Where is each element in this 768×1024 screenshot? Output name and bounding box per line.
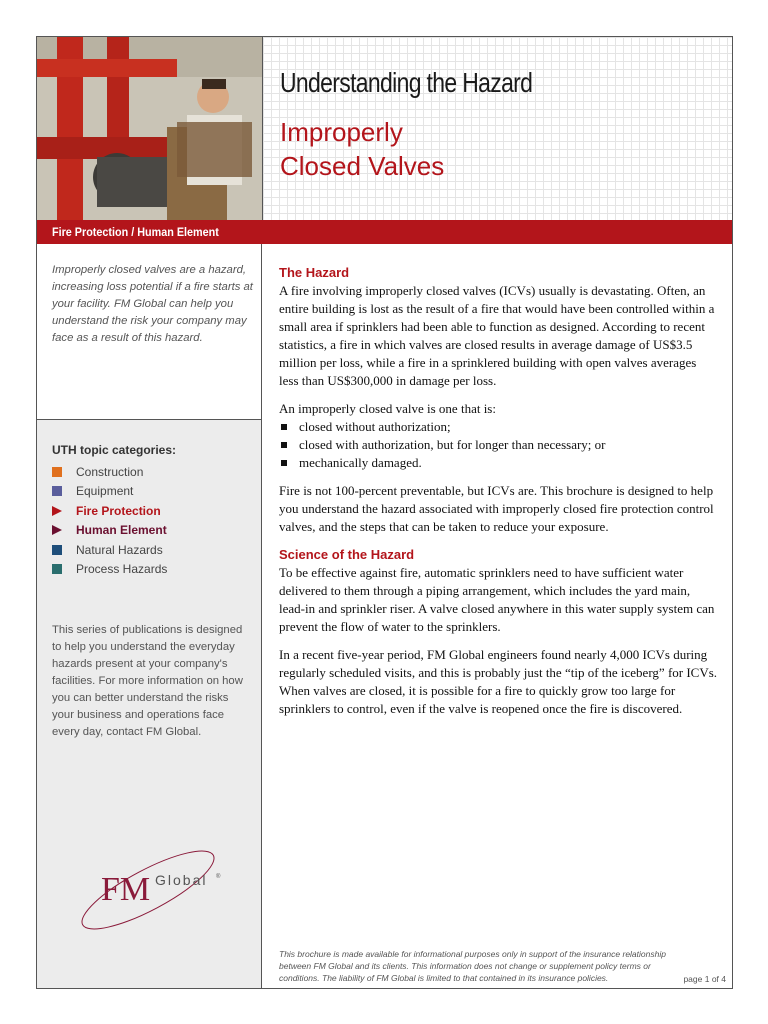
arrow-bullet-icon bbox=[52, 525, 62, 535]
square-bullet-icon bbox=[281, 424, 287, 430]
intro-box bbox=[37, 244, 262, 420]
page-number: page 1 of 4 bbox=[683, 974, 726, 984]
category-label: Fire Protection bbox=[76, 503, 161, 518]
square-bullet-icon bbox=[52, 486, 62, 496]
square-bullet-icon bbox=[52, 467, 62, 477]
list-item bbox=[279, 436, 719, 454]
title-panel bbox=[262, 37, 732, 220]
categories-heading: UTH topic categories: bbox=[52, 443, 177, 457]
category-banner bbox=[37, 220, 732, 244]
science-paragraph-2: In a recent five-year period, FM Global engineers found nearly 4,000 ICVs during regularly scheduled visits, and this is probably just the “tip of the iceberg” for ICVs. When valves are closed, it is possible for a fire to quickly grow too large for sprinklers to control, even if the valve is reopened once the fire is discovered. bbox=[279, 647, 718, 716]
category-natural-hazards bbox=[52, 540, 167, 560]
header-photo bbox=[37, 37, 262, 220]
category-process-hazards bbox=[52, 560, 167, 580]
category-label: Construction bbox=[76, 464, 144, 479]
categories-list bbox=[52, 462, 167, 579]
hazard-paragraph-3: Fire is not 100-percent preventable, but ICVs are. This brochure is designed to help you understand the hazard associated with improperly closed fire protection control valves, and the steps that can be taken to reduce your exposure. bbox=[279, 483, 714, 534]
subtitle-line-1: Improperly bbox=[280, 117, 403, 147]
sidebar bbox=[37, 420, 262, 988]
category-human-element bbox=[52, 521, 167, 541]
list-item-text: mechanically damaged. bbox=[299, 455, 422, 470]
category-construction bbox=[52, 462, 167, 482]
hazard-heading: The Hazard bbox=[279, 265, 350, 280]
arrow-bullet-icon bbox=[52, 506, 62, 516]
category-label: Process Hazards bbox=[76, 562, 168, 577]
science-paragraph-1: To be effective against fire, automatic sprinklers need to have sufficient water delivered to them through a piping arrangement, which includes the yard main, lead-in and sprinkler riser. A valve closed anywhere in this water supply system can prevent the flow of water to the sprinklers. bbox=[279, 565, 715, 634]
main-content bbox=[279, 244, 719, 728]
brochure-page bbox=[36, 36, 733, 989]
square-bullet-icon bbox=[281, 460, 287, 466]
square-bullet-icon bbox=[52, 564, 62, 574]
list-item-text: closed without authorization; bbox=[299, 419, 451, 434]
valve-worker-illustration bbox=[37, 37, 262, 220]
list-item bbox=[279, 454, 719, 472]
science-heading: Science of the Hazard bbox=[279, 547, 415, 562]
series-note: This series of publications is designed to help you understand the everyday hazards present at your company's facilities. For more information on how you can better understand the risks your business and operations face every day, contact FM Global. bbox=[52, 624, 243, 738]
valve-conditions-list bbox=[279, 418, 719, 472]
fm-global-logo bbox=[73, 840, 223, 940]
hazard-paragraph-1: A fire involving improperly closed valves (ICVs) usually is devastating. Often, an entire building is lost as the result of a fire that would have been controlled within a small area if sprinklers had been able to function as designed. According to recent statistics, a fire in which valves are closed results in average damage of US$3.5 million per loss, while a fire in a sprinklered building with open valves averages less than US$300,000 in damage per loss. bbox=[279, 283, 715, 388]
list-item-text: closed with authorization, but for longer than necessary; or bbox=[299, 437, 606, 452]
logo-registered-mark: ® bbox=[216, 874, 221, 880]
page-subtitle bbox=[280, 115, 444, 183]
square-bullet-icon bbox=[281, 442, 287, 448]
logo-fm: FM bbox=[101, 871, 151, 908]
subtitle-line-2: Closed Valves bbox=[280, 151, 445, 181]
category-equipment bbox=[52, 482, 167, 502]
square-bullet-icon bbox=[52, 545, 62, 555]
category-label: Human Element bbox=[76, 523, 167, 538]
hazard-paragraph-2: An improperly closed valve is one that is: bbox=[279, 401, 496, 416]
list-item bbox=[279, 418, 719, 436]
intro-text: Improperly closed valves are a hazard, increasing loss potential if a fire starts at your facility. FM Global can help you understand the risk your company may face as a result of this hazard. bbox=[52, 264, 253, 344]
category-label: Natural Hazards bbox=[76, 542, 163, 557]
category-banner-label: Fire Protection / Human Element bbox=[52, 225, 219, 239]
disclaimer: This brochure is made available for informational purposes only in support of the insurance relationship between FM Global and its clients. This information does not change or supplement policy terms or conditions. The liability of FM Global is limited to that contained in its insurance policies. bbox=[279, 949, 666, 983]
page-title: Understanding the Hazard bbox=[280, 67, 533, 98]
category-fire-protection bbox=[52, 501, 167, 521]
logo-global: Global bbox=[155, 872, 208, 888]
category-label: Equipment bbox=[76, 484, 134, 499]
